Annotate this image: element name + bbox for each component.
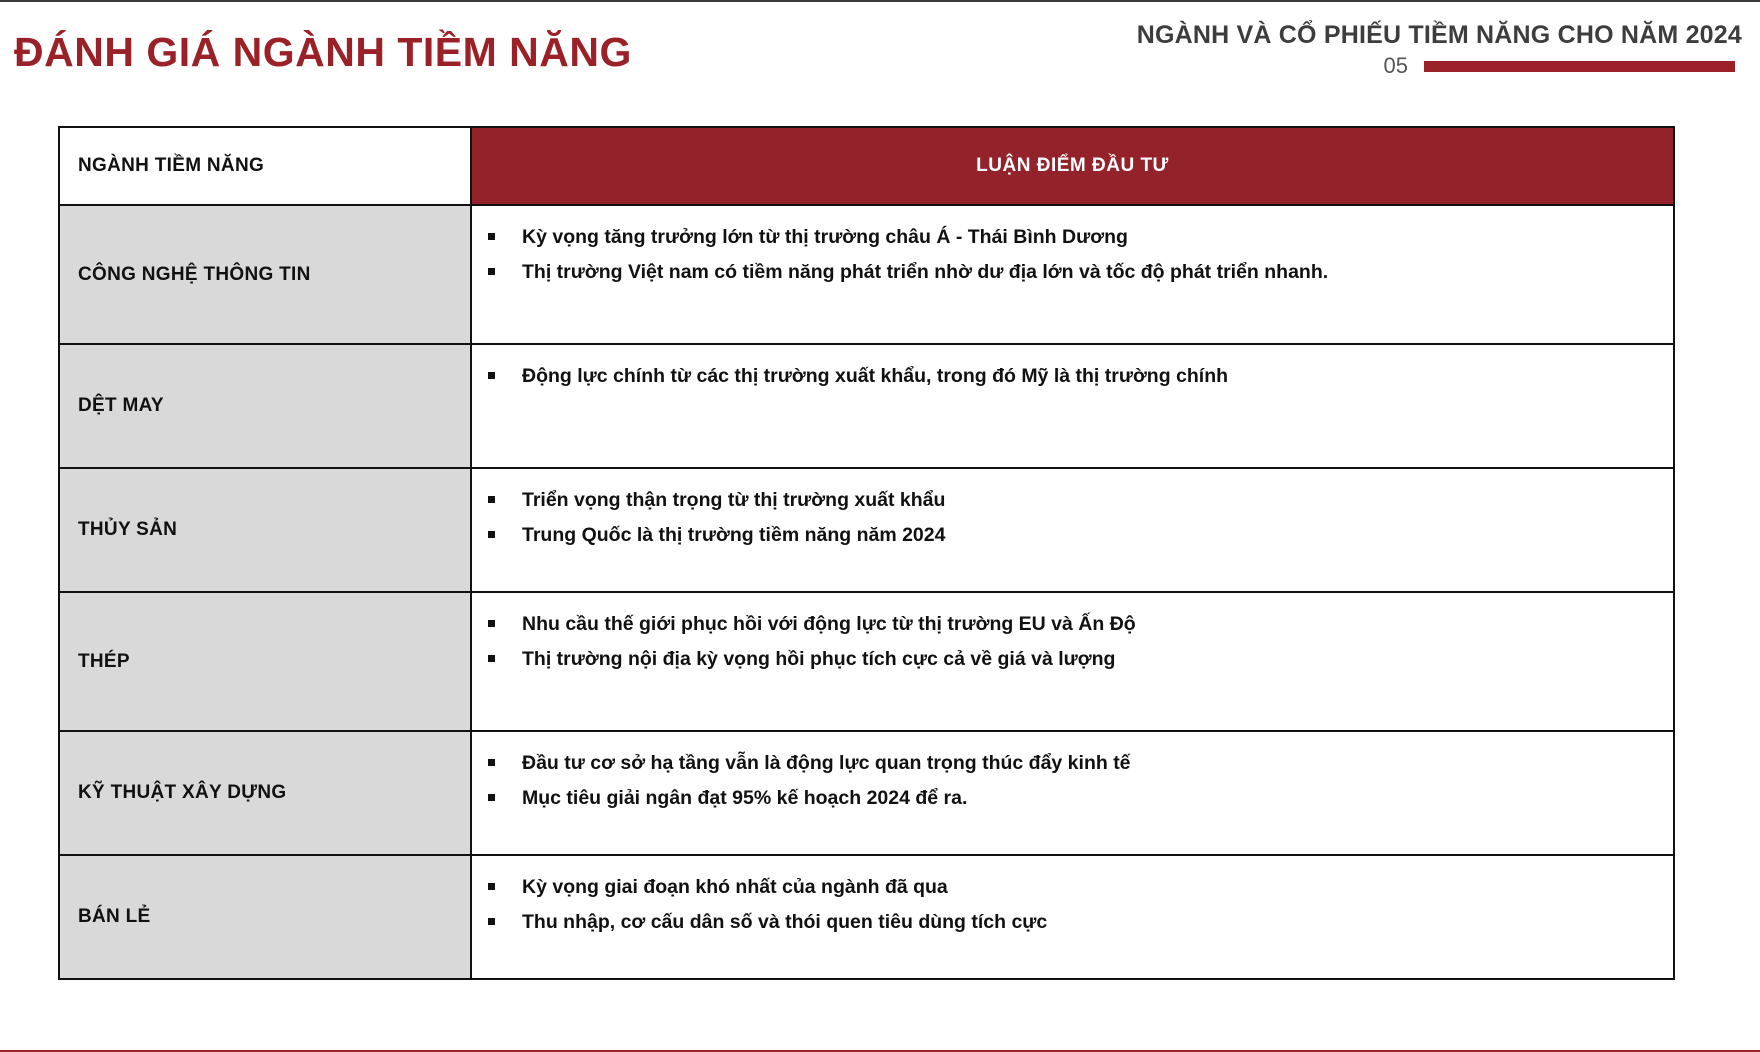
thesis-cell bbox=[471, 344, 1674, 468]
bullet-item bbox=[486, 483, 1653, 518]
bullet-text: Đầu tư cơ sở hạ tầng vẫn là động lực quan trọng thúc đẩy kinh tế bbox=[522, 752, 1131, 774]
bullet-text: Kỳ vọng giai đoạn khó nhất của ngành đã qua bbox=[522, 876, 948, 898]
bullet-marker bbox=[488, 918, 495, 925]
thesis-cell bbox=[471, 205, 1674, 344]
bullet-marker bbox=[488, 496, 495, 503]
table-row bbox=[59, 855, 1674, 979]
bullet-item bbox=[486, 746, 1653, 781]
bullet-item bbox=[486, 781, 1653, 816]
bullet-text: Thị trường nội địa kỳ vọng hồi phục tích cực cả về giá và lượng bbox=[522, 648, 1116, 670]
table-row bbox=[59, 731, 1674, 855]
bullet-marker bbox=[488, 233, 495, 240]
bullet-item bbox=[486, 255, 1653, 290]
bullet-list bbox=[486, 870, 1653, 940]
bullet-marker bbox=[488, 531, 495, 538]
bullet-list bbox=[486, 483, 1653, 553]
sector-cell: CÔNG NGHỆ THÔNG TIN bbox=[59, 205, 471, 344]
bullet-item bbox=[486, 518, 1653, 553]
bullet-item bbox=[486, 607, 1653, 642]
sector-cell: THÉP bbox=[59, 592, 471, 731]
bullet-list bbox=[486, 220, 1653, 290]
bullet-text: Trung Quốc là thị trường tiềm năng năm 2024 bbox=[522, 524, 946, 546]
bullet-text: Nhu cầu thế giới phục hồi với động lực từ thị trường EU và Ấn Độ bbox=[522, 613, 1136, 635]
section-title: NGÀNH VÀ CỔ PHIẾU TIỀM NĂNG CHO NĂM 2024 bbox=[1136, 21, 1742, 49]
thesis-cell bbox=[471, 468, 1674, 592]
top-border bbox=[0, 0, 1760, 2]
bullet-list bbox=[486, 746, 1653, 816]
bullet-text: Triển vọng thận trọng từ thị trường xuất khẩu bbox=[522, 489, 946, 511]
bullet-text: Thu nhập, cơ cấu dân số và thói quen tiêu dùng tích cực bbox=[522, 911, 1048, 933]
table-row bbox=[59, 592, 1674, 731]
bullet-marker bbox=[488, 268, 495, 275]
page-title: ĐÁNH GIÁ NGÀNH TIỀM NĂNG bbox=[14, 29, 632, 75]
table-header-row bbox=[59, 127, 1674, 205]
table-row bbox=[59, 344, 1674, 468]
page-number: 05 bbox=[1383, 53, 1408, 78]
column-header-sector: NGÀNH TIỀM NĂNG bbox=[59, 127, 471, 205]
bullet-marker bbox=[488, 759, 495, 766]
bullet-text: Động lực chính từ các thị trường xuất khẩu, trong đó Mỹ là thị trường chính bbox=[522, 365, 1229, 387]
page-accent-bar bbox=[1424, 61, 1735, 72]
header-right bbox=[1137, 18, 1742, 52]
thesis-cell bbox=[471, 592, 1674, 731]
bullet-marker bbox=[488, 372, 495, 379]
table-row bbox=[59, 205, 1674, 344]
bullet-item bbox=[486, 905, 1653, 940]
bullet-marker bbox=[488, 794, 495, 801]
column-header-thesis: LUẬN ĐIỂM ĐẦU TƯ bbox=[471, 127, 1674, 205]
sector-cell: DỆT MAY bbox=[59, 344, 471, 468]
sector-cell: KỸ THUẬT XÂY DỰNG bbox=[59, 731, 471, 855]
sector-table bbox=[58, 126, 1675, 980]
bullet-marker bbox=[488, 883, 495, 890]
page-number-row bbox=[1384, 52, 1735, 80]
bullet-item bbox=[486, 870, 1653, 905]
bullet-item bbox=[486, 642, 1653, 677]
bullet-text: Mục tiêu giải ngân đạt 95% kế hoạch 2024 để ra. bbox=[522, 787, 968, 809]
bullet-text: Kỳ vọng tăng trưởng lớn từ thị trường châu Á - Thái Bình Dương bbox=[522, 226, 1128, 248]
bullet-marker bbox=[488, 655, 495, 662]
bullet-marker bbox=[488, 620, 495, 627]
bullet-list bbox=[486, 359, 1653, 394]
sector-cell: BÁN LẺ bbox=[59, 855, 471, 979]
table-row bbox=[59, 468, 1674, 592]
bullet-text: Thị trường Việt nam có tiềm năng phát triển nhờ dư địa lớn và tốc độ phát triển nhanh. bbox=[522, 261, 1329, 283]
bullet-item bbox=[486, 359, 1653, 394]
thesis-cell bbox=[471, 731, 1674, 855]
bullet-list bbox=[486, 607, 1653, 677]
bullet-item bbox=[486, 220, 1653, 255]
sector-cell: THỦY SẢN bbox=[59, 468, 471, 592]
thesis-cell bbox=[471, 855, 1674, 979]
